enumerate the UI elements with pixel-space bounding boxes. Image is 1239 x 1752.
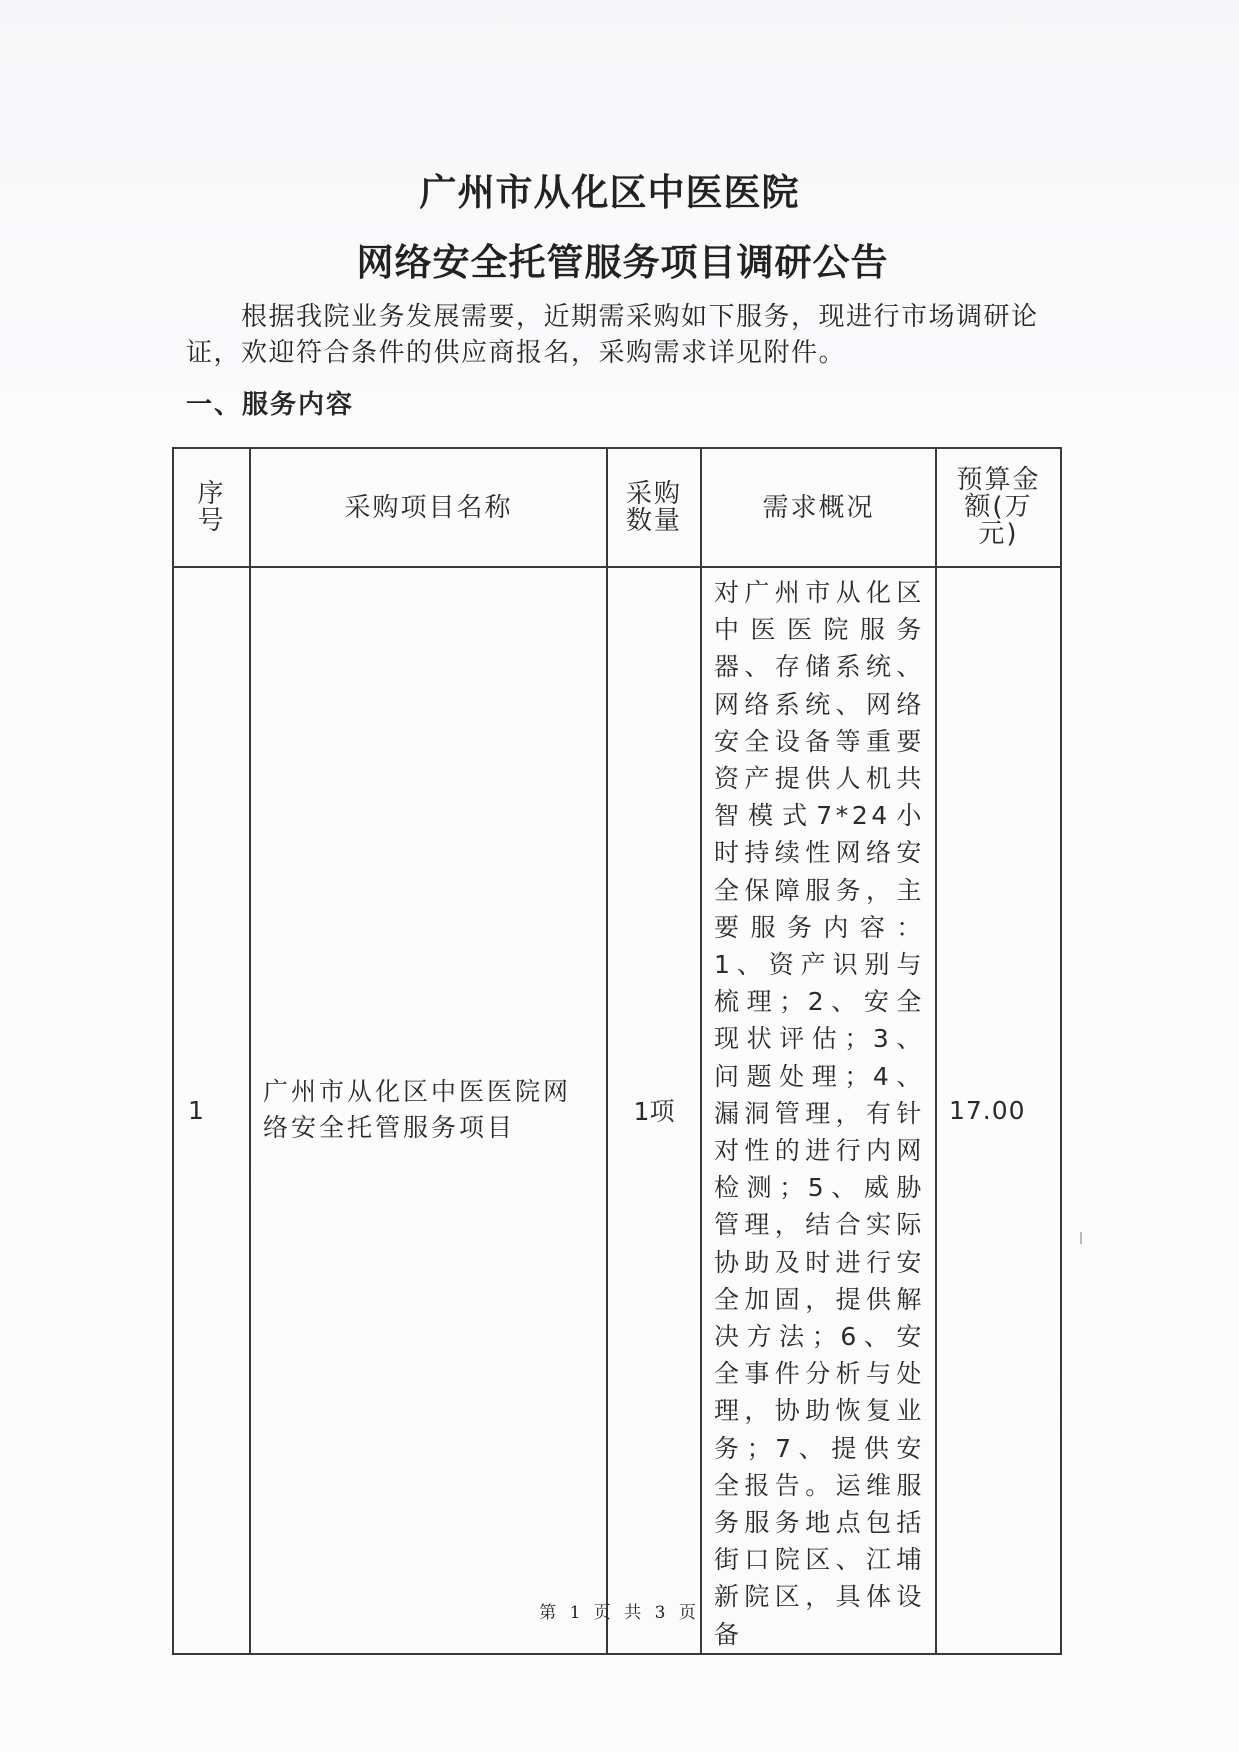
cell-index: 1 — [173, 567, 250, 1654]
header-budget: 预算金额(万元) — [936, 448, 1061, 567]
scan-artifact — [1080, 1232, 1082, 1244]
cell-project-name: 广州市从化区中医医院网络安全托管服务项目 — [250, 567, 607, 1654]
header-quantity: 采购数量 — [607, 448, 701, 567]
header-description: 需求概况 — [701, 448, 936, 567]
table-header-row — [173, 448, 1061, 567]
cell-description: 对广州市从化区中医医院服务器、存储系统、网络系统、网络安全设备等重要资产提供人机共智模式7*24小时持续性网络安全保障服务，主要服务内容：1、资产识别与梳理；2、安全现状评估；3、问题处理；4、漏洞管理，有针对性的进行内网检测；5、威胁管理，结合实际协助及时进行安全加固，提供解决方法；6、安全事件分析与处理，协助恢复业务；7、提供安全报告。运维服务服务地点包括街口院区、江埔新院区，具体设备 — [701, 567, 936, 1654]
cell-quantity: 1项 — [607, 567, 701, 1654]
table-row — [173, 567, 1061, 1654]
service-table — [172, 447, 1062, 1655]
document-title-line1: 广州市从化区中医医院 — [419, 171, 800, 214]
intro-paragraph: 根据我院业务发展需要，近期需采购如下服务，现进行市场调研论证，欢迎符合条件的供应商报名，采购需求详见附件。 — [186, 302, 1039, 368]
document-title-line2: 网络安全托管服务项目调研公告 — [356, 241, 889, 284]
header-project-name: 采购项目名称 — [250, 448, 607, 567]
page-indicator: 第 1 页 共 3 页 — [539, 1603, 700, 1623]
section-heading-service-content: 一、服务内容 — [186, 390, 355, 420]
cell-budget: 17.00 — [936, 567, 1061, 1654]
header-index: 序号 — [173, 448, 250, 567]
